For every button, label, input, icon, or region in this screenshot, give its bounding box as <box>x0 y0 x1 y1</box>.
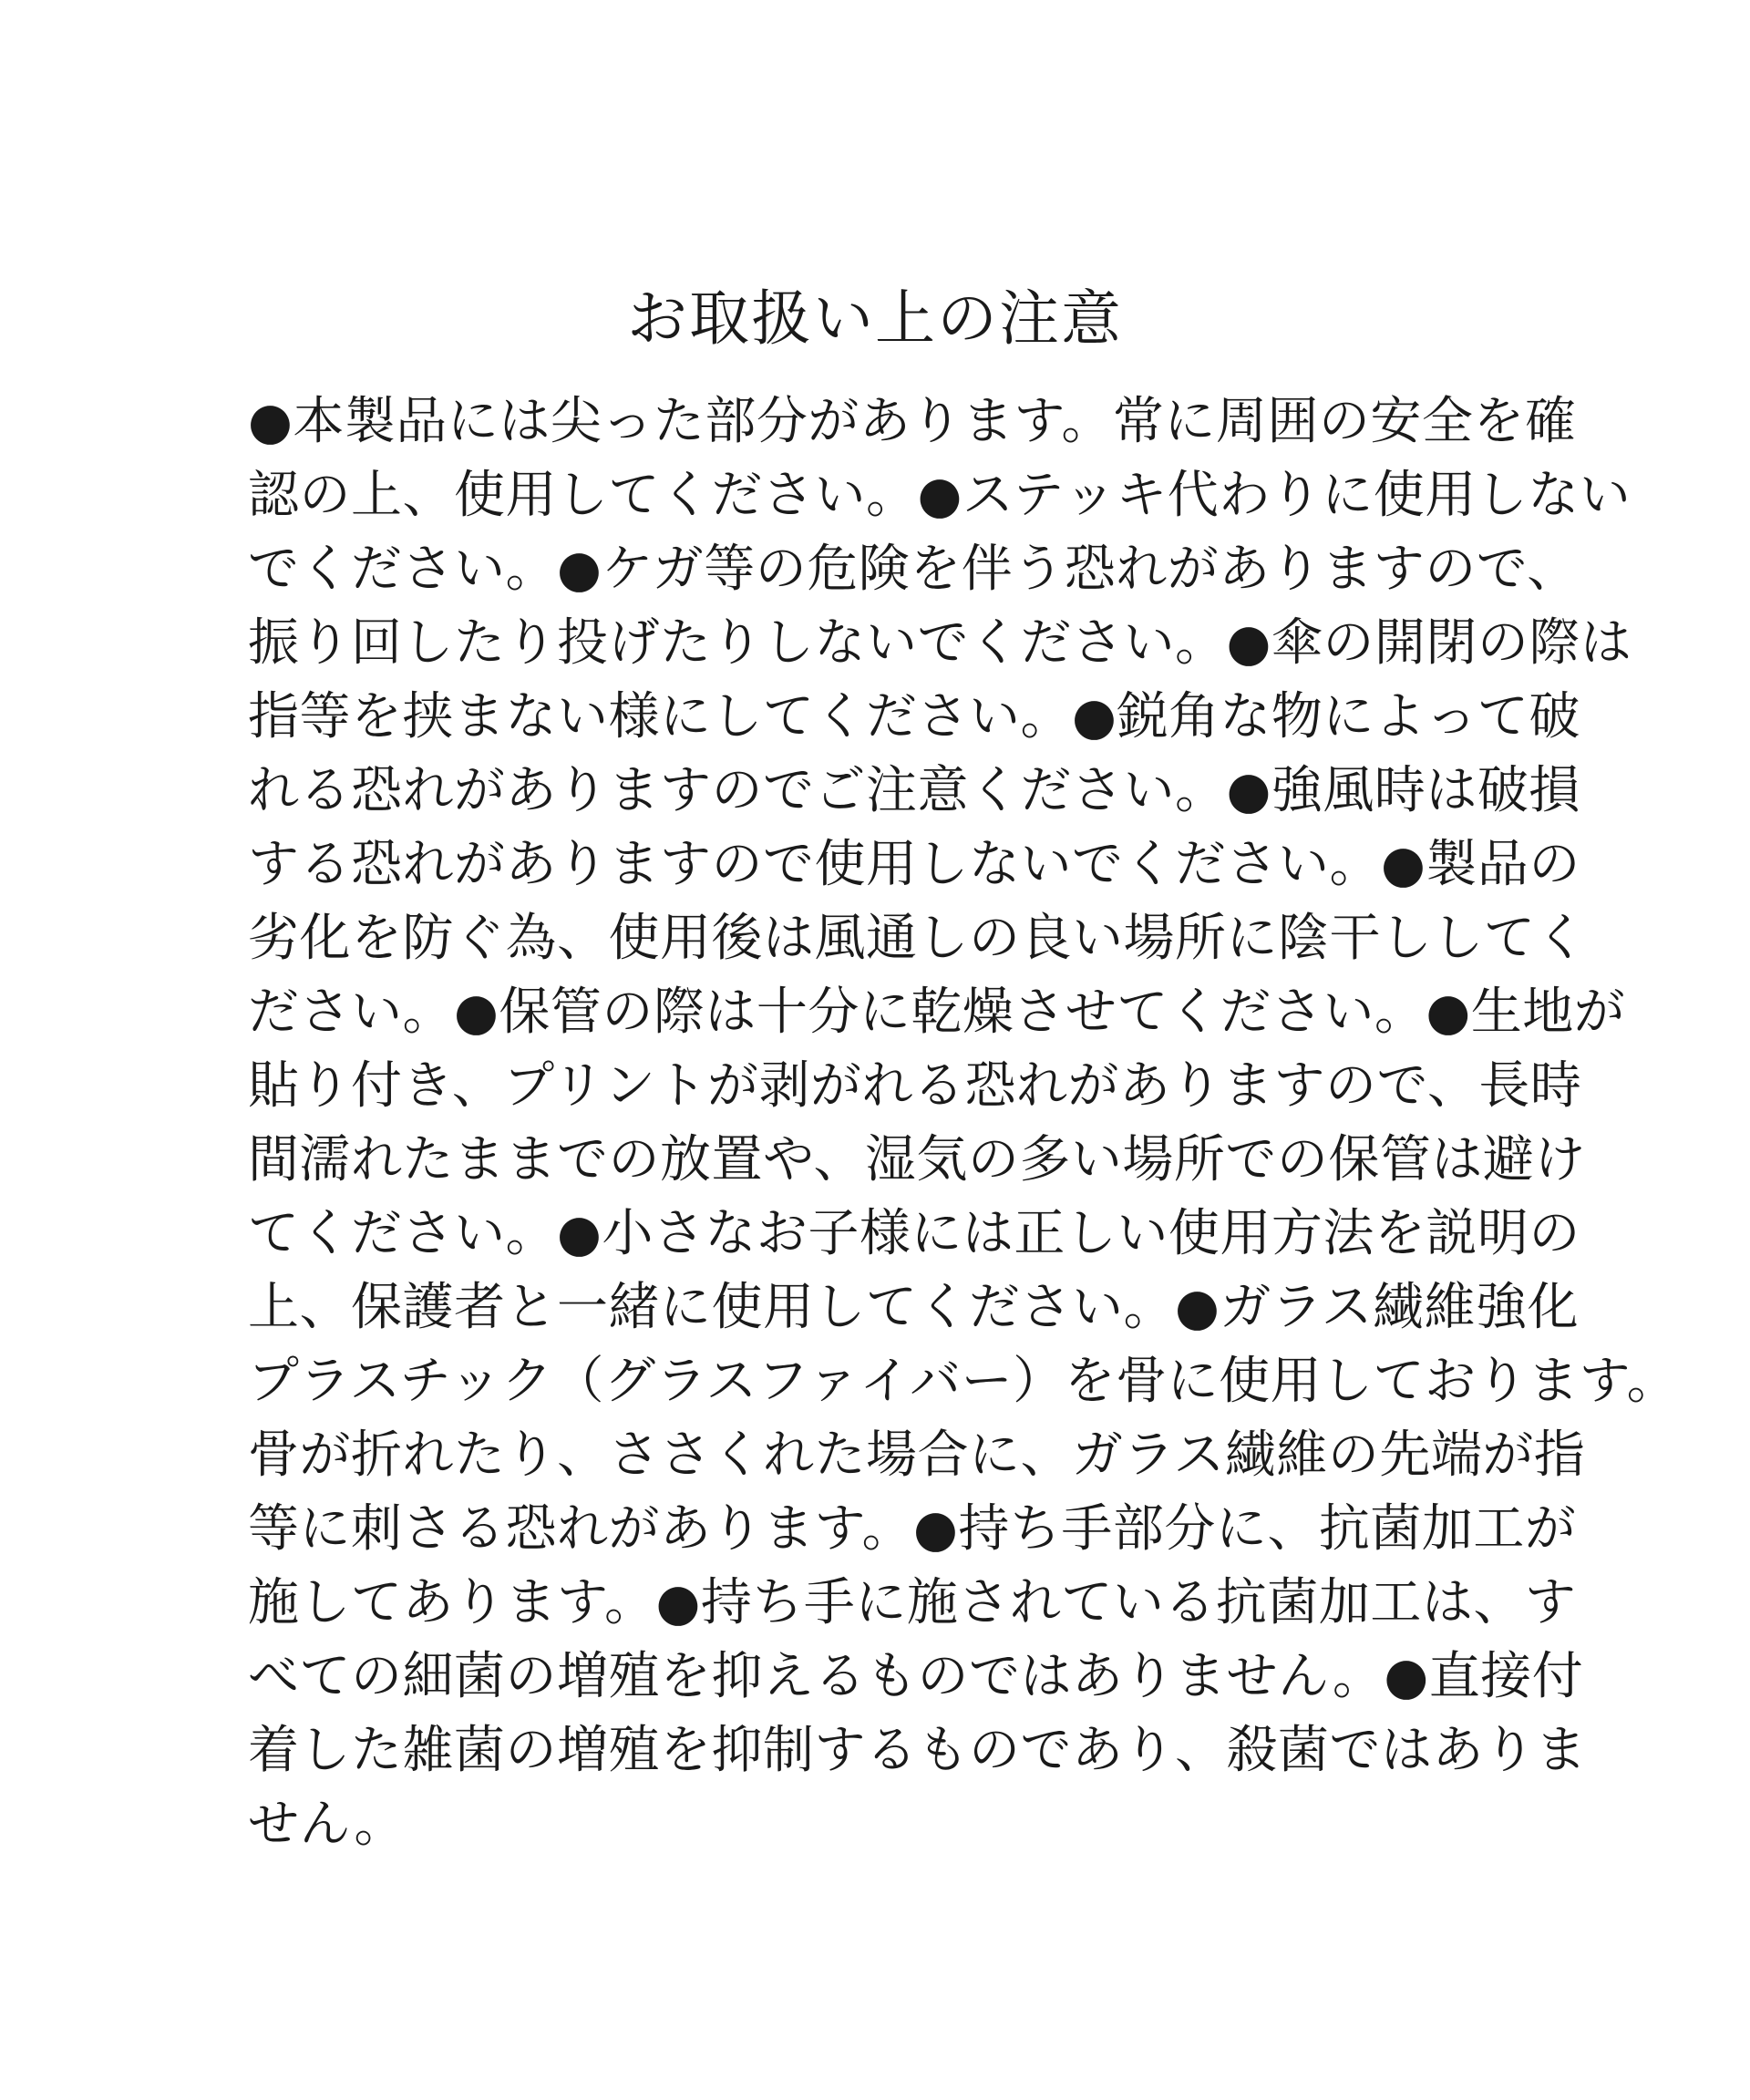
caution-line: 上、保護者と一緒に使用してください。●ガラス繊維強化 <box>248 1278 1580 1337</box>
caution-line: てください。●小さなお子様には正しい使用方法を説明の <box>248 1204 1580 1263</box>
caution-line: 貼り付き、プリントが剥がれる恐れがありますので、長時 <box>248 1056 1582 1116</box>
caution-line: する恐れがありますので使用しないでください。●製品の <box>248 835 1580 894</box>
caution-line: 指等を挟まない様にしてください。●鋭角な物によって破 <box>248 687 1580 746</box>
caution-line: ださい。●保管の際は十分に乾燥させてください。●生地が <box>248 983 1626 1042</box>
caution-line: 間濡れたままでの放置や、湿気の多い場所での保管は避け <box>248 1130 1586 1189</box>
caution-line: せん。 <box>248 1795 406 1854</box>
caution-line: でください。●ケガ等の危険を伴う恐れがありますので、 <box>248 540 1579 599</box>
caution-line: れる恐れがありますのでご注意ください。●強風時は破損 <box>248 761 1580 820</box>
caution-line: プラスチック（グラスファイバー）を骨に使用しております。 <box>248 1352 1679 1411</box>
caution-line: 認の上、使用してください。●ステッキ代わりに使用しない <box>248 466 1632 525</box>
caution-text-block <box>248 385 1679 1861</box>
caution-line: 等に刺さる恐れがあります。●持ち手部分に、抗菌加工が <box>248 1499 1577 1559</box>
caution-line: 劣化を防ぐ為、使用後は風通しの良い場所に陰干ししてく <box>248 909 1587 968</box>
caution-line: 振り回したり投げたりしないでください。●傘の開閉の際は <box>248 613 1632 673</box>
page-title: お取扱い上の注意 <box>627 283 1123 354</box>
caution-line: 施してあります。●持ち手に施されている抗菌加工は、す <box>248 1573 1577 1632</box>
caution-line: べての細菌の増殖を抑えるものではありません。●直接付 <box>248 1647 1584 1706</box>
caution-line: 着した雑菌の増殖を抑制するものであり、殺菌ではありま <box>248 1721 1587 1780</box>
caution-line: ●本製品には尖った部分があります。常に周囲の安全を確 <box>248 392 1577 451</box>
caution-line: 骨が折れたり、ささくれた場合に、ガラス繊維の先端が指 <box>248 1426 1586 1485</box>
